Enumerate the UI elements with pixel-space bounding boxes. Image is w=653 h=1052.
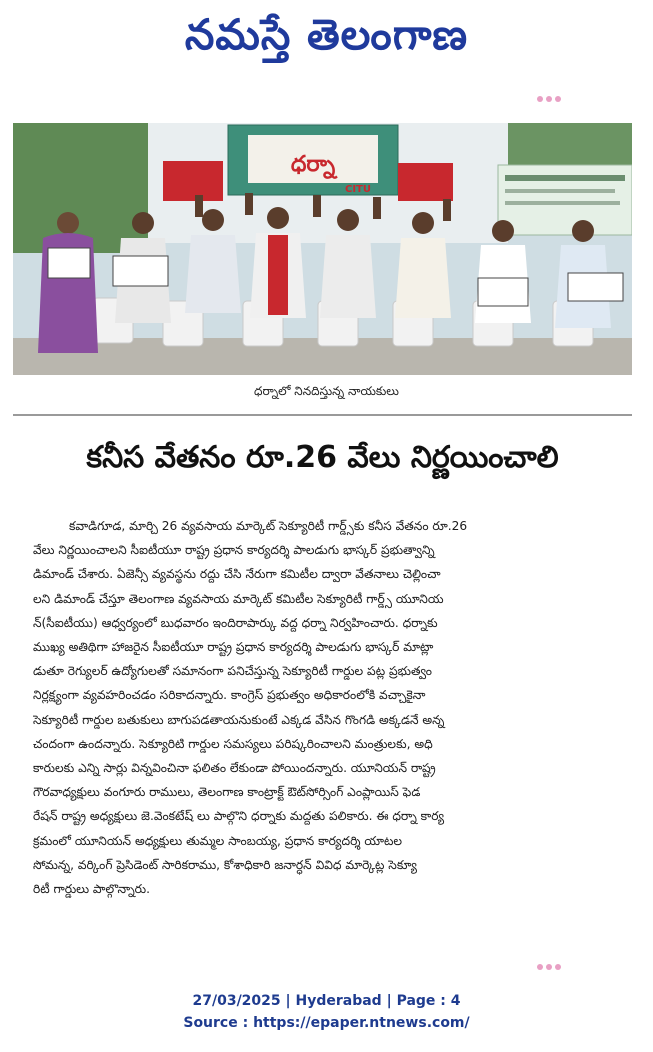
article-line: కారులకు ఎన్ని సార్లు విన్నవించినా ఫలితం లేకుండా పోయిందన్నారు. యూనియన్ రాష్ట్ర [33, 761, 436, 776]
article-line: చందంగా ఉందన్నారు. సెక్యూరిటి గార్డుల సమస్యలు పరిష్కరించాలని మంత్రులకు, అధి [33, 736, 433, 751]
article-line: ముఖ్య అతిథిగా హాజరైన సీఐటీయూ రాష్ట్ర ప్రధాన కార్యదర్శి పాలడుగు భాస్కర్ మాట్లా [33, 640, 434, 655]
article-line: సెక్యూరిటీ గార్డుల బతుకులు బాగుపడతాయనుకుంటే ఎక్కడ వేసిన గొంగడి అక్కడనే అన్న [33, 712, 445, 727]
newspaper-logo: నమస్తే తెలంగాణ [184, 10, 469, 59]
masthead [0, 0, 653, 80]
decorative-dots [537, 964, 561, 970]
article-line: నిర్లక్ష్యంగా వ్యవహరించడం సరికాదన్నారు. కాంగ్రెస్ ప్రభుత్వం అధికారంలోకి వచ్చాకైనా [33, 688, 426, 703]
section-divider [13, 414, 632, 416]
article-line: డిమాండ్ చేశారు. ఏజెన్సీ వ్యవస్థను రద్దు చేసి నేరుగా కమిటీల ద్వారా వేతనాలు చెల్లించా [33, 567, 441, 582]
article-line: డుతూ రెగ్యులర్ ఉద్యోగులతో సమానంగా పనిచేస్తున్న సెక్యూరిటీ గార్డుల పట్ల ప్రభుత్వం [33, 664, 432, 679]
article-line: సోమన్న, వర్కింగ్ ప్రెసిడెంట్ సారికరాము, కోశాధికారి జనార్ధన్ వివిధ మార్కెట్ల సెక్యూ [33, 857, 417, 872]
footer [0, 990, 653, 1034]
photo-caption: ధర్నాలో నినదిస్తున్న నాయకులు [254, 384, 399, 398]
article-line: గౌరవాధ్యక్షులు వంగూరు రాములు, తెలంగాణ కాంట్రాక్ట్ ఔట్‌సోర్సింగ్ ఎంప్లాయిస్ ఫెడ [33, 785, 421, 800]
news-photo [13, 123, 632, 375]
article-line: రిటీ గార్డులు పాల్గొన్నారు. [33, 882, 150, 897]
footer-source-link[interactable]: Source : https://epaper.ntnews.com/ [183, 1015, 470, 1031]
article-line: రేషన్ రాష్ట్ర అధ్యక్షులు జె.వెంకటేష్ లు పాల్గొని ధర్నాకు మద్దతు పలికారు. ఈ ధర్నా కార్య [33, 809, 445, 824]
banner-text: ధర్నా [290, 152, 336, 177]
article-line: న్(సీఐటీయు) ఆధ్వర్యంలో బుధవారం ఇందిరాపార్కు వద్ద ధర్నా నిర్వహించారు. ధర్నాకు [33, 615, 438, 630]
article-headline: కనీస వేతనం రూ.26 వేలు నిర్ణయించాలి [86, 440, 559, 475]
article-line: క్రమంలో యూనియన్ అధ్యక్షులు తుమ్మల సాంబయ్య, ప్రధాన కార్యదర్శి యాటల [33, 833, 403, 848]
article-line: కవాడిగూడ, మార్చి 26 వ్యవసాయ మార్కెట్ సెక్యూరిటీ గార్డ్స్‌కు కనీస వేతనం రూ.26 [69, 519, 468, 533]
decorative-dots [537, 96, 561, 102]
article-body [33, 514, 631, 901]
article-line: లని డిమాండ్ చేస్తూ తెలంగాణ వ్యవసాయ మార్కెట్ కమిటీల సెక్యూరిటీ గార్డ్స్ యూనియ [33, 591, 444, 606]
article-line: వేలు నిర్ణయించాలని సీఐటీయూ రాష్ట్ర ప్రధాన కార్యదర్శి పాలడుగు భాస్కర్ ప్రభుత్వాన్ని [33, 543, 435, 558]
footer-dateline: 27/03/2025 | Hyderabad | Page : 4 [192, 993, 461, 1009]
banner-org: CITU [344, 184, 372, 195]
